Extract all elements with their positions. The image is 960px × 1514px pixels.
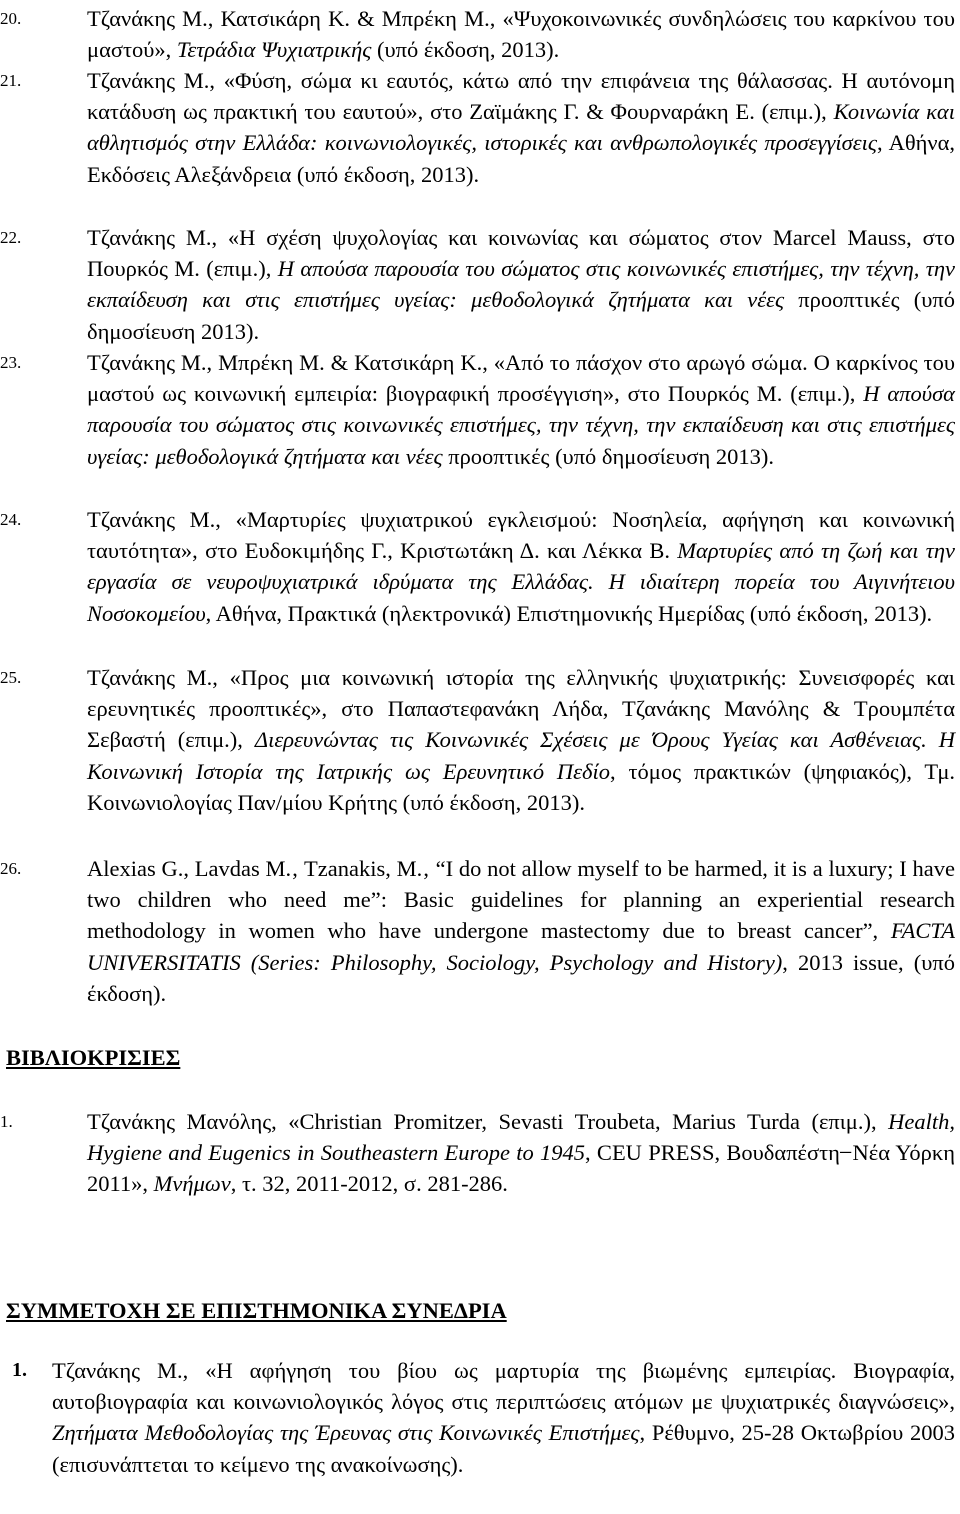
section-heading-reviews: ΒΙΒΛΙΟΚΡΙΣΙΕΣ [6,1045,181,1070]
publication-25: 25. Τζανάκης Μ., «Προς μια κοινωνική ιστορία της ελληνικής ψυχιατρικής: Συνεισφορές και ερευνητικές προοπτικές», στο Παπαστεφανάκη Λήδα, Τζανάκης Μανόλης & Τρουμπέτα Σεβαστή (επιμ.), Διερευνώντας τις Κοινωνικές Σχέσεις με Όρους Υγείας και Ασθένειας. Η Κοινωνική Ιστορία της Ιατρικής ως Ερευνητικό Πεδίο, τόμος πρακτικών (ψηφιακός), Τμ. Κοινωνιολογίας Παν/μίου Κρήτης (υπό έκδοση, 2013). [87,662,955,818]
publication-21: 21. Τζανάκης Μ., «Φύση, σώμα κι εαυτός, κάτω από την επιφάνεια της θάλασσας. Η αυτόνομη κατάδυση ως πρακτική του εαυτού», στο Ζαϊμάκης Γ. & Φουρναράκη Ε. (επιμ.), Κοινωνία και αθλητισμός στην Ελλάδα: κοινωνιολογικές, ιστορικές και ανθρωπολογικές προσεγγίσεις, Αθήνα, Εκδόσεις Αλεξάνδρεια (υπό έκδοση, 2013). [87,65,955,190]
review-1: 1. Τζανάκης Μανόλης, «Christian Promitzer, Sevasti Troubeta, Marius Turda (επιμ.), Health, Hygiene and Eugenics in Southeastern Europe to 1945, CEU PRESS, Βουδαπέστη ̶ Νέα Υόρκη 2011», Μνήμων, τ. 32, 2011-2012, σ. 281-286. [87,1106,955,1200]
publication-26: 26. Alexias G., Lavdas M.‚ Tzanakis, M.‚ “I do not allow myself to be harmed, it is a luxury; I have two children who need me”: Basic guidelines for planning an experiential research methodology in women who have undergone mastectomy due to breast cancer”, FACTA UNIVERSITATIS (Series: Philosophy, Sociology, Psychology and History), 2013 issue, (υπό έκδοση). [87,853,955,1009]
entry-number: 24. [0,510,22,529]
section-heading-conferences: ΣΥΜΜΕΤΟΧΗ ΣΕ ΕΠΙΣΤΗΜΟΝΙΚΑ ΣΥΝΕΔΡΙΑ [6,1298,507,1323]
entry-number: 20. [0,9,22,28]
entry-number: 21. [0,71,22,90]
publication-23: 23. Τζανάκης Μ., Μπρέκη Μ. & Κατσικάρη Κ., «Από το πάσχον στο αρωγό σώμα. Ο καρκίνος του μαστού ως κοινωνική εμπειρία: βιογραφική προσέγγιση», στο Πουρκός Μ. (επιμ.), Η απούσα παρουσία του σώματος στις κοινωνικές επιστήμες, την τέχνη, την εκπαίδευση και στις επιστήμες υγείας: μεθοδολογικά ζητήματα και νέες προοπτικές (υπό δημοσίευση 2013). [87,347,955,472]
entry-number: 1. [0,1112,13,1131]
publication-20: 20. Τζανάκης Μ., Κατσικάρη Κ. & Μπρέκη Μ., «Ψυχοκοινωνικές συνδηλώσεις του καρκίνου του μαστού», Τετράδια Ψυχιατρικής (υπό έκδοση, 2013). [87,3,955,65]
publication-24: 24. Τζανάκης Μ., «Μαρτυρίες ψυχιατρικού εγκλεισμού: Νοσηλεία, αφήγηση και κοινωνική ταυτότητα», στο Ευδοκιμήδης Γ., Κριστωτάκη Δ. και Λέκκα Β. Μαρτυρίες από τη ζωή και την εργασία σε νευροψυχιατρικά ιδρύματα της Ελλάδας. Η ιδιαίτερη πορεία του Αιγινήτειου Νοσοκομείου, Αθήνα, Πρακτικά (ηλεκτρονικά) Επιστημονικής Ημερίδας (υπό έκδοση, 2013). [87,504,955,629]
entry-number: 26. [0,859,22,878]
entry-number: 23. [0,353,22,372]
entry-number: 25. [0,668,22,687]
entry-number: 1. [12,1359,27,1381]
publication-22: 22. Τζανάκης Μ., «Η σχέση ψυχολογίας και κοινωνίας και σώματος στον Marcel Mauss, στο Πουρκός Μ. (επιμ.), Η απούσα παρουσία του σώματος στις κοινωνικές επιστήμες, την τέχνη, την εκπαίδευση και στις επιστήμες υγείας: μεθοδολογικά ζητήματα και νέες προοπτικές (υπό δημοσίευση 2013). [87,222,955,347]
conference-1: 1. Τζανάκης Μ., «Η αφήγηση του βίου ως μαρτυρία της βιωμένης εμπειρίας. Βιογραφία, αυτοβιογραφία και κοινωνιολογικός λόγος στις περιπτώσεις ατόμων με ψυχιατρικές διαγνώσεις», Ζητήματα Μεθοδολογίας της Έρευνας στις Κοινωνικές Επιστήμες, Ρέθυμνο, 25-28 Οκτωβρίου 2003 (επισυνάπτεται το κείμενο της ανακοίνωσης). [52,1355,955,1480]
entry-number: 22. [0,228,22,247]
